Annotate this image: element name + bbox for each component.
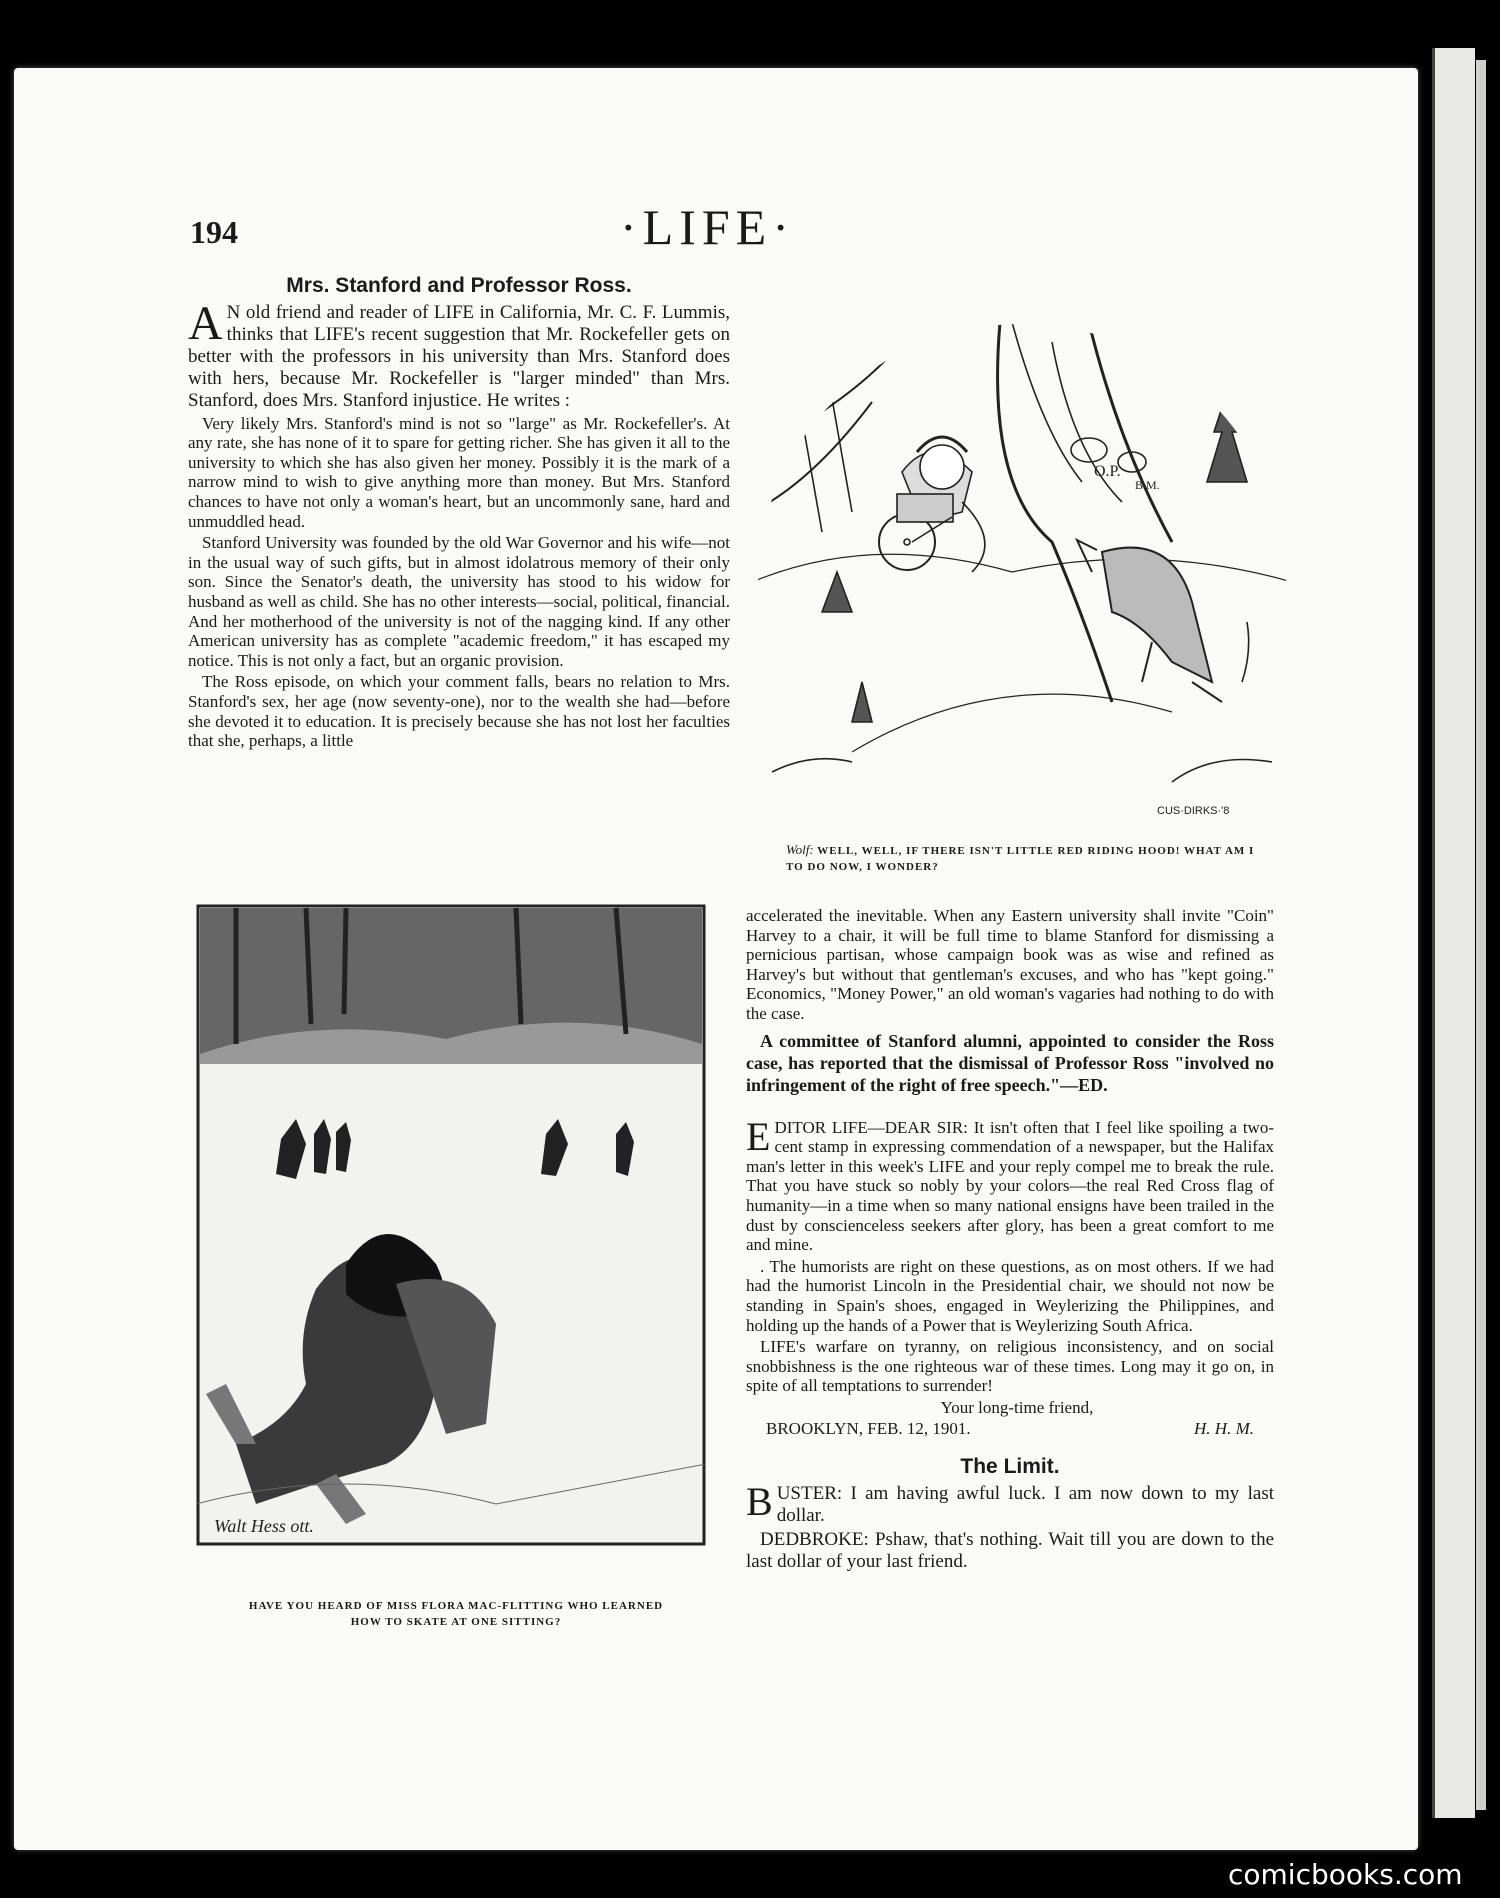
article-intro: N old friend and reader of LIFE in California, Mr. C. F. Lummis, thinks that LIFE's recent suggestion that Mr. Rockefeller gets on better with the professors in his university than Mrs. Stanford does with hers, because Mr. Rockefeller is "larger minded" than Mrs. Stanford, does Mrs. Stanford injustice. He writes :: [188, 301, 730, 411]
tree-carving-bm: B.M.: [1135, 478, 1160, 492]
caption-text: WELL, WELL, IF THERE ISN'T LITTLE RED RIDING HOOD! WHAT AM I TO DO NOW, I WONDER?: [786, 845, 1255, 873]
adjacent-page-edge-2: [1476, 60, 1486, 1810]
page-number: 194: [190, 214, 238, 250]
drop-cap-a: A: [188, 296, 223, 350]
limit-body: [746, 1478, 1275, 1573]
article-stanford: [188, 276, 730, 753]
drop-cap-e: E: [746, 1113, 771, 1159]
watermark: comicbooks.com: [1228, 1858, 1463, 1891]
adjacent-page-edge: [1432, 48, 1475, 1818]
masthead: ·LIFE·: [620, 199, 795, 255]
article-paragraph-4: accelerated the inevitable. When any Eastern university shall invite "Coin" Harvey to a chair, it will be full time to blame Stanford for dismissing a pernicious partisan, whose campaign book was as wise and refined as Harvey's but without that gentleman's excuses, and who has "kept going." Economics, "Money Power," an old woman's vagaries had nothing to do with the case.: [746, 906, 1274, 1023]
letter-signature-line: [746, 1419, 1274, 1439]
tree-carving-op: O.P.: [1094, 463, 1121, 480]
limit-line-1: USTER: I am having awful luck. I am now down to my last dollar.: [776, 1482, 1274, 1526]
letter-closing: Your long-time friend,: [940, 1397, 1094, 1417]
letter-initials: H. H. M.: [1194, 1419, 1254, 1439]
letter-place-date: BROOKLYN, FEB. 12, 1901.: [766, 1419, 971, 1439]
article-title: Mrs. Stanford and Professor Ross.: [286, 274, 632, 297]
article-paragraph-2: Stanford University was founded by the old War Governor and his wife—not in the usual way of such gifts, but in almost idolatrous memory of their only son. Since the Senator's death, the university has stood to his widow for husband as well as child. She has no other interests—social, political, financial. And her motherhood of the university is not of the nagging kind. If any other American university has as complete "academic freedom," it has escaped my notice. This is not only a fact, but an organic provision.: [188, 533, 730, 670]
letter-paragraph-3: LIFE's warfare on tyranny, on religious inconsistency, and on social snobbishness is the one righteous war of these times. Long may it go on, in spite of all temptations to surrender!: [746, 1337, 1274, 1396]
illustration-2-caption: HAVE YOU HEARD OF MISS FLORA MAC-FLITTING WHO LEARNED HOW TO SKATE AT ONE SITTING?: [248, 1600, 664, 1628]
limit-title: The Limit.: [960, 1455, 1060, 1479]
illustration-red-riding-hood: [752, 282, 1292, 822]
illustration-1-caption: [786, 842, 1256, 875]
letter-to-editor: [746, 1113, 1274, 1440]
article-paragraph-3: The Ross episode, on which your comment falls, bears no relation to Mrs. Stanford's sex, her age (now seventy-one), nor to the wealth she had—before she devoted it to education. It is precisely because she has not lost her faculties that she, perhaps, a little: [188, 672, 730, 751]
red-riding-hood-drawing: [752, 282, 1292, 822]
right-column: [746, 906, 1274, 1575]
illustration-2-signature: Walt Hess ott.: [214, 1516, 314, 1536]
limit-line-2: Pshaw, that's nothing. Wait till you are down to the last dollar of your last friend.: [746, 1528, 1275, 1572]
caption-speaker: Wolf:: [786, 842, 814, 857]
illustration-skater: [196, 904, 706, 1546]
illustration-1-signature: CUS·DIRKS·'8: [1157, 805, 1230, 817]
skater-drawing: [196, 904, 706, 1546]
letter-salutation: DITOR LIFE—DEAR SIR:: [774, 1117, 968, 1137]
letter-paragraph-2: . The humorists are right on these questions, as on most others. If we had had the humorist Lincoln in the Presidential chair, we should not now be standing in Spain's shoes, engaged in Weylerizing the Philippines, and holding up the hands of a Power that is Weylerizing South Africa.: [746, 1256, 1274, 1335]
limit-speaker-2: DEDBROKE:: [760, 1528, 869, 1550]
the-limit: [746, 1457, 1274, 1573]
editor-note: A committee of Stanford alumni, appointed to consider the Ross case, has reported that the dismissal of Professor Ross "involved no infringement of the right of free speech."—ED.: [746, 1030, 1274, 1095]
article-paragraph-1: Very likely Mrs. Stanford's mind is not so "large" as Mr. Rockefeller's. At any rate, she has none of it to spare for getting richer. She has given it all to the university to which she has also given her money. Possibly it is the mark of a narrow mind to wish to give anything more than money. But Mrs. Stanford chances to have not only a woman's heart, but an uncommonly sane, hard and unmuddled head.: [188, 413, 730, 531]
article-intro-block: [188, 296, 730, 412]
letter-paragraph-1: It isn't often that I feel like spoiling a two-cent stamp in expressing commendation of a newspaper, but the Halifax man's letter in this week's LIFE and your reply compel me to break the rule. That you have stuck so nobly by your colors—the real Red Cross flag of humanity—in a time when so many national ensigns have been trailed in the dust by conscienceless seekers after glory, has been a great comfort to me and mine.: [746, 1117, 1274, 1255]
drop-cap-b: B: [746, 1478, 773, 1524]
